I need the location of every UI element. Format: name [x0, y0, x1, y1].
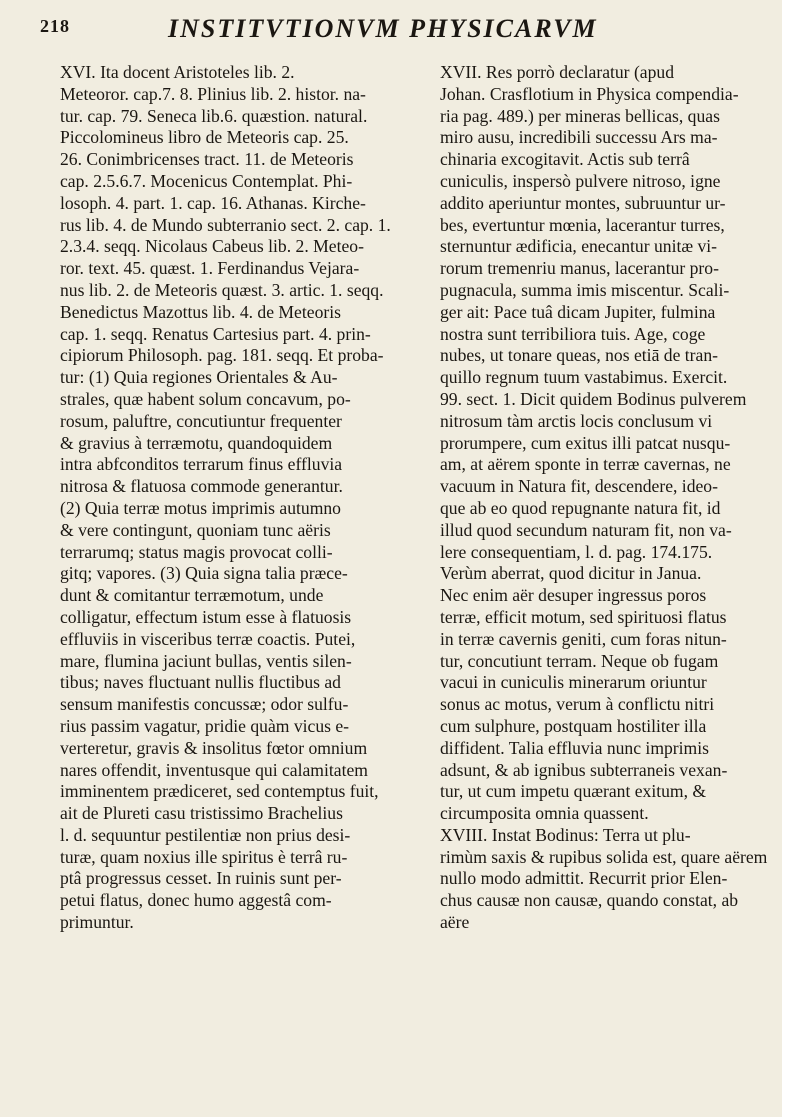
- left-column-line: rus lib. 4. de Mundo subterranio sect. 2. cap. 1.: [60, 214, 391, 235]
- right-column-line: ria pag. 489.) per mineras bellicas, quas: [440, 105, 720, 126]
- right-column-line: miro ausu, incredibili successu Ars ma-: [440, 127, 718, 148]
- right-text-column: [440, 62, 778, 934]
- right-column-line: tur, concutiunt terram. Neque ob fugam: [440, 650, 719, 671]
- left-column-line: Piccolomineus libro de Meteoris cap. 25.: [60, 127, 349, 148]
- left-column-line: (2) Quia terræ motus imprimis autumno: [60, 497, 341, 518]
- left-column-line: colligatur, effectum istum esse à flatuosis: [60, 606, 352, 627]
- right-column-line: vacuum in Natura fit, descendere, ideo-: [440, 476, 718, 497]
- left-column-line: effluviis in visceribus terræ coactis. Putei,: [60, 628, 356, 649]
- right-column-line: rimùm saxis & rupibus solida est, quare aërem: [440, 846, 768, 867]
- left-column-line: XVI. Ita docent Aristoteles lib. 2.: [60, 62, 295, 82]
- left-column-line: ror. text. 45. quæst. 1. Ferdinandus Vejara-: [60, 258, 360, 279]
- page-header: [40, 14, 780, 44]
- left-column-line: strales, quæ habent solum concavum, po-: [60, 388, 351, 409]
- right-column-line: sternuntur ædificia, enecantur unitæ vi-: [440, 236, 718, 257]
- right-column-line: cuniculis, inspersò pulvere nitroso, igne: [440, 170, 721, 191]
- left-column-line: nares offendit, inventusque qui calamitatem: [60, 759, 368, 780]
- left-column-line: nitrosa & flatuosa commode generantur.: [60, 476, 343, 497]
- left-column-line: tibus; naves fluctuant nullis fluctibus ad: [60, 672, 341, 693]
- left-column-line: tur: (1) Quia regiones Orientales & Au-: [60, 367, 338, 388]
- right-column-line: cum sulphure, postquam hostiliter illa: [440, 715, 707, 736]
- left-column-line: nus lib. 2. de Meteoris quæst. 3. artic. 1. seqq.: [60, 279, 384, 300]
- left-column-line: cap. 2.5.6.7. Mocenicus Contemplat. Phi-: [60, 170, 353, 191]
- right-column-line: pugnacula, summa imis miscentur. Scali-: [440, 279, 730, 300]
- page-edge: [782, 0, 800, 1117]
- right-column-line: que ab eo quod repugnante natura fit, id: [440, 497, 721, 518]
- left-column-line: 2.3.4. seqq. Nicolaus Cabeus lib. 2. Meteo-: [60, 236, 364, 257]
- left-column-line: imminentem prædiceret, sed contemptus fuit,: [60, 781, 379, 802]
- left-column-line: l. d. sequuntur pestilentiæ non prius desi-: [60, 824, 351, 845]
- right-column-line: XVIII. Instat Bodinus: Terra ut plu-: [440, 824, 691, 845]
- left-column-line: ptâ progressus cesset. In ruinis sunt per-: [60, 868, 342, 889]
- left-column-line: cipiorum Philosoph. pag. 181. seqq. Et proba-: [60, 345, 384, 366]
- left-column-line: 26. Conimbricenses tract. 11. de Meteoris: [60, 149, 354, 170]
- right-column-line: XVII. Res porrò declaratur (apud: [440, 62, 675, 82]
- right-column-line: nubes, ut tonare queas, nos etiā de tran-: [440, 345, 718, 366]
- left-column-line: terrarumq; status magis provocat colli-: [60, 541, 333, 562]
- right-column-line: nullo modo admittit. Recurrit prior Elen-: [440, 868, 728, 889]
- left-text-column: [60, 62, 430, 934]
- left-column-line: turæ, quam noxius ille spiritus è terrâ ru-: [60, 846, 348, 867]
- right-column-line: in terræ cavernis geniti, cum foras nitun-: [440, 628, 727, 649]
- left-column-line: sensum manifestis concussæ; odor sulfu-: [60, 694, 349, 715]
- left-column-line: & vere contingunt, quoniam tunc aëris: [60, 519, 331, 540]
- right-column-line: addito aperiuntur montes, subruuntur ur-: [440, 192, 726, 213]
- left-column-line: gitq; vapores. (3) Quia signa talia præce-: [60, 563, 348, 584]
- right-column-line: nostra sunt terribiliora tuis. Age, coge: [440, 323, 706, 344]
- page-number: 218: [40, 16, 70, 36]
- right-column-line: Johan. Crasflotium in Physica compendia-: [440, 83, 739, 104]
- right-column-line: aëre: [440, 912, 470, 933]
- left-column-line: tur. cap. 79. Seneca lib.6. quæstion. natural.: [60, 105, 368, 126]
- left-column-line: mare, flumina jaciunt bullas, ventis silen-: [60, 650, 352, 671]
- right-column-line: Verùm aberrat, quod dicitur in Janua.: [440, 563, 702, 584]
- left-column-line: intra abfconditos terrarum finus effluvia: [60, 454, 343, 475]
- right-column-line: prorumpere, cum exitus illi patcat nusqu-: [440, 432, 731, 453]
- right-column-line: 99. sect. 1. Dicit quidem Bodinus pulverem: [440, 388, 747, 409]
- right-column-line: terræ, efficit motum, sed spirituosi flatus: [440, 606, 727, 627]
- left-column-line: losoph. 4. part. 1. cap. 16. Athanas. Kirche-: [60, 192, 366, 213]
- left-column-line: rius passim vagatur, pridie quàm vicus e-: [60, 715, 350, 736]
- right-column-line: Nec enim aër desuper ingressus poros: [440, 585, 707, 606]
- left-column-line: ait de Plureti casu tristissimo Brachelius: [60, 803, 343, 824]
- right-column-line: nitrosum tàm arctis locis conclusum vi: [440, 410, 713, 431]
- right-column-line: tur, ut cum impetu quærant exitum, &: [440, 781, 707, 802]
- right-column-line: diffident. Talia effluvia nunc imprimis: [440, 737, 709, 758]
- running-title: INSTITVTIONVM PHYSICARVM: [168, 14, 598, 43]
- right-column-line: circumposita omnia quassent.: [440, 803, 649, 824]
- right-column-line: chus causæ non causæ, quando constat, ab: [440, 890, 739, 911]
- left-column-line: cap. 1. seqq. Renatus Cartesius part. 4. prin-: [60, 323, 371, 344]
- left-column-line: primuntur.: [60, 912, 134, 933]
- right-column-line: chinaria excogitavit. Actis sub terrâ: [440, 149, 690, 170]
- right-column-line: am, at aërem sponte in terræ cavernas, ne: [440, 454, 731, 475]
- right-column-line: rorum tremenriu manus, lacerantur pro-: [440, 258, 719, 279]
- right-column-line: illud quod secundum naturam fit, non va-: [440, 519, 732, 540]
- right-column-line: quillo regnum tuum vastabimus. Exercit.: [440, 367, 728, 388]
- left-column-line: Benedictus Mazottus lib. 4. de Meteoris: [60, 301, 341, 322]
- left-column-line: verteretur, gravis & insolitus fœtor omnium: [60, 737, 368, 758]
- right-column-line: ger ait: Pace tuâ dicam Jupiter, fulmina: [440, 301, 716, 322]
- right-column-line: sonus ac motus, verum à conflictu nitri: [440, 694, 715, 715]
- left-column-line: petui flatus, donec humo aggestâ com-: [60, 890, 332, 911]
- right-column-line: bes, evertuntur mœnia, lacerantur turres,: [440, 214, 725, 235]
- right-column-line: adsunt, & ab ignibus subterraneis vexan-: [440, 759, 728, 780]
- right-column-line: vacui in cuniculis minerarum oriuntur: [440, 672, 707, 693]
- left-column-line: Meteoror. cap.7. 8. Plinius lib. 2. histor. na-: [60, 83, 366, 104]
- left-column-line: dunt & comitantur terræmotum, unde: [60, 585, 324, 606]
- left-column-line: rosum, paluftre, concutiuntur frequenter: [60, 410, 342, 431]
- left-column-line: & gravius à terræmotu, quandoquidem: [60, 432, 333, 453]
- right-column-line: lere consequentiam, l. d. pag. 174.175.: [440, 541, 713, 562]
